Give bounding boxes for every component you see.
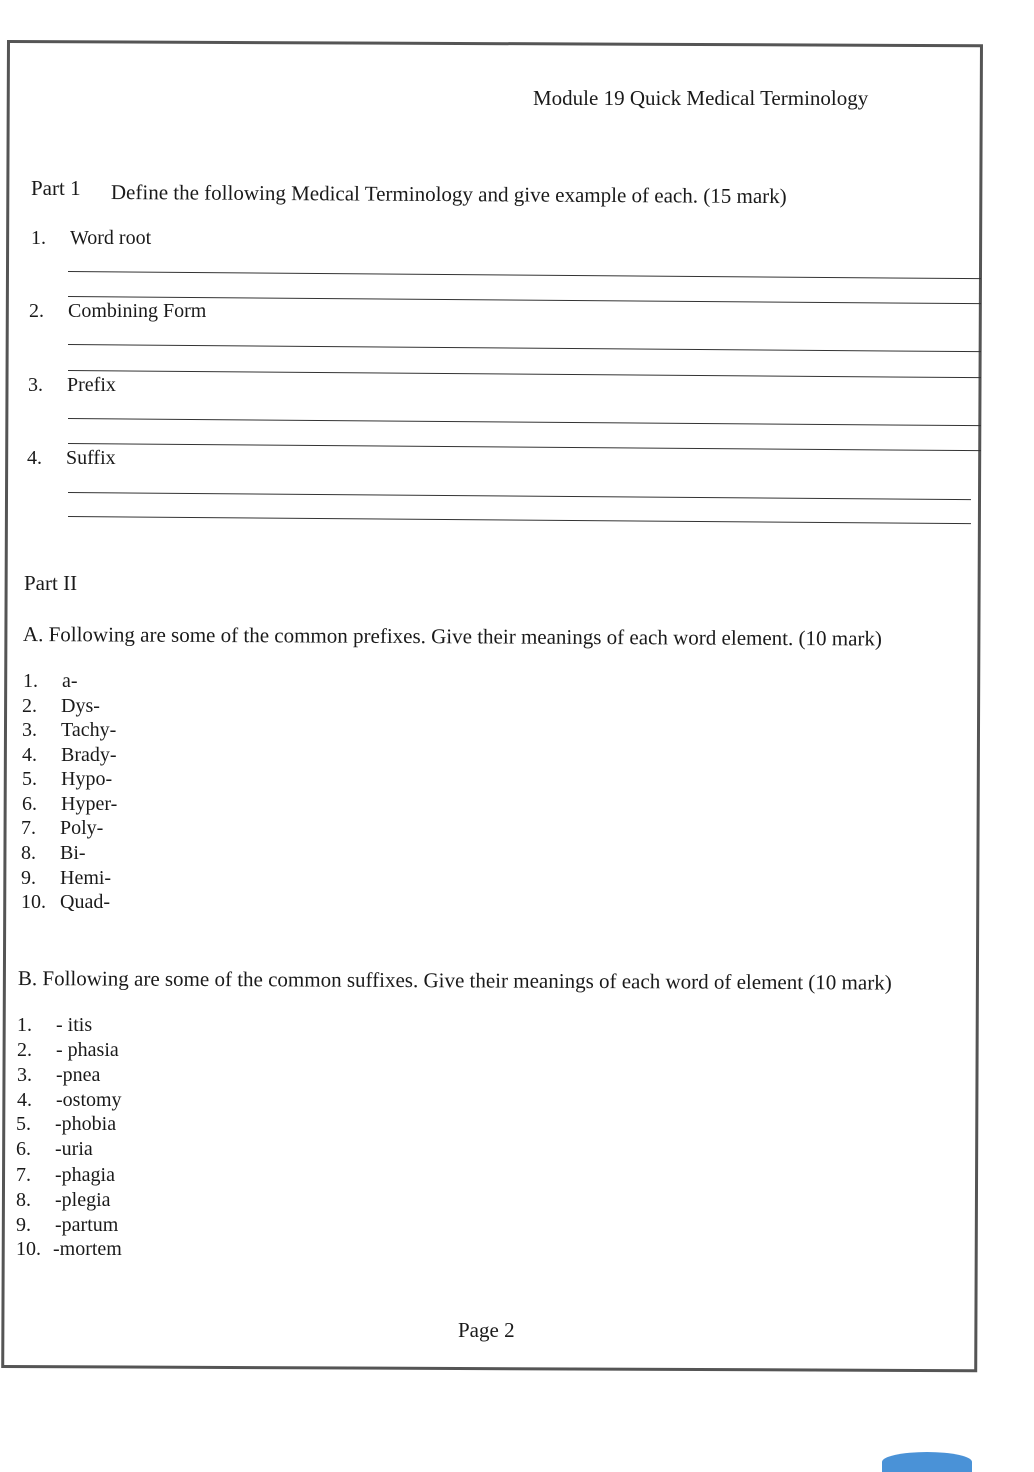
prefix-item-label: Hemi- [60, 867, 112, 889]
prefix-item-label: Hyper- [61, 793, 118, 815]
part1-item-num: 2. [29, 300, 44, 322]
suffix-item-label: -ostomy [56, 1089, 122, 1111]
part1-item-num: 1. [31, 227, 46, 249]
scan-artifact [882, 1452, 972, 1472]
suffix-item-label: -phagia [55, 1164, 115, 1186]
prefix-item-num: 2. [22, 695, 37, 717]
suffix-item-label: -phobia [55, 1113, 117, 1135]
prefix-item-label: Bi- [60, 842, 86, 864]
suffix-item-num: 2. [17, 1039, 32, 1061]
part1-item-label: Combining Form [68, 300, 207, 322]
part2-label: Part II [24, 571, 78, 595]
prefix-item-num: 9. [21, 867, 36, 889]
suffix-item-label: -pnea [56, 1064, 101, 1086]
page-number: Page 2 [458, 1318, 515, 1342]
part1-label: Part 1 [31, 176, 81, 200]
page-title: Module 19 Quick Medical Terminology [533, 86, 869, 110]
part1-item-label: Word root [70, 227, 152, 249]
suffix-item-num: 8. [16, 1189, 31, 1211]
prefix-item-num: 8. [21, 842, 36, 864]
suffix-item-num: 7. [16, 1164, 31, 1186]
suffix-item-num: 9. [16, 1214, 31, 1236]
suffix-item-label: - itis [56, 1014, 93, 1036]
suffix-item-num: 4. [17, 1089, 32, 1111]
suffix-item-num: 3. [17, 1064, 32, 1086]
section-b-instruction: B. Following are some of the common suffixes. Give their meanings of each word of element (10 mark) [17, 966, 892, 995]
suffix-item-num: 5. [16, 1113, 31, 1135]
suffix-item-label: -mortem [53, 1238, 122, 1260]
suffix-item-num: 10. [16, 1238, 41, 1260]
prefix-item-num: 6. [22, 793, 37, 815]
part1-instruction: Define the following Medical Terminology and give example of each. (15 mark) [110, 180, 787, 209]
prefix-item-label: Quad- [60, 891, 110, 913]
suffix-item-num: 1. [17, 1014, 32, 1036]
part1-item-label: Suffix [66, 447, 116, 469]
part1-item-num: 4. [27, 447, 42, 469]
prefix-item-num: 4. [22, 744, 37, 766]
prefix-item-num: 5. [22, 768, 37, 790]
suffix-item-label: - phasia [56, 1039, 119, 1061]
part1-item-num: 3. [28, 374, 43, 396]
prefix-item-label: Hypo- [61, 768, 113, 790]
prefix-item-num: 7. [21, 817, 36, 839]
suffix-item-label: -uria [55, 1138, 93, 1160]
prefix-item-num: 10. [21, 891, 46, 913]
part1-item-label: Prefix [67, 374, 116, 396]
prefix-item-label: Brady- [61, 744, 117, 766]
section-a-instruction: A. Following are some of the common prefixes. Give their meanings of each word element. (10 mark) [22, 622, 883, 651]
prefix-item-num: 3. [22, 719, 37, 741]
prefix-item-label: Dys- [61, 695, 100, 717]
prefix-item-num: 1. [23, 670, 38, 692]
prefix-item-label: Poly- [60, 817, 104, 839]
suffix-item-label: -plegia [55, 1189, 111, 1211]
suffix-item-label: -partum [55, 1214, 119, 1236]
suffix-item-num: 6. [16, 1138, 31, 1160]
prefix-item-label: a- [62, 670, 78, 692]
prefix-item-label: Tachy- [61, 719, 117, 741]
